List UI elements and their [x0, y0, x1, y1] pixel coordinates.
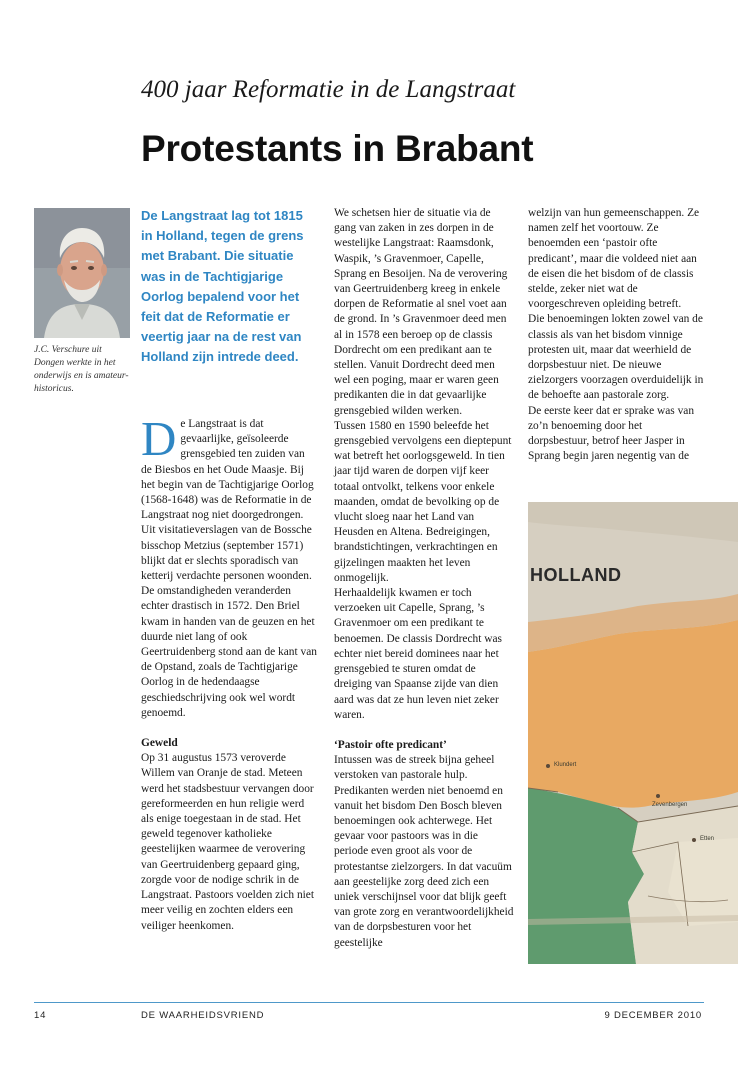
paragraph: Die benoemingen lokten zowel van de classis als van het bisdom vinnige protesten uit, maar dat weerhield de dorpsbestuur niet. De nieuwe zielzorgers voorzagen overduidelijk in de behoefte aan pastorale zorg. — [528, 313, 704, 402]
section-heading: Geweld — [141, 737, 178, 750]
text-column-3 — [528, 206, 706, 464]
historical-map — [528, 502, 738, 964]
paragraph: Intussen was de streek bijna geheel verstoken van pastorale hulp. Predikanten werden niet benoemd en vanuit het bisdom Den Bosch bleven benoemingen ook achterwege. Het gevaar voor pastoors was in die periode even groot als voor de protestantse zielzorgers. In dat vacuüm aan geestelijke zorg deed zich een uniek verschijnsel voor dat blijk geeft van grote zorg en verantwoordelijkheid van de dorpsbesturen voor het geestelijke — [334, 754, 514, 949]
publication-date: 9 DECEMBER 2010 — [604, 1010, 702, 1021]
map-town-label: Klundert — [554, 762, 577, 768]
footer-divider — [34, 1002, 704, 1003]
page-number: 14 — [34, 1010, 47, 1021]
author-photo — [34, 208, 130, 338]
text-column-2 — [334, 206, 514, 951]
drop-cap: D — [141, 411, 177, 466]
author-portrait-illustration — [34, 208, 130, 338]
article-lead: De Langstraat lag tot 1815 in Holland, tegen de grens met Brabant. Die situatie was in de Tachtigjarige Oorlog bepalend voor het feit dat de Reformatie er veertig jaar na de rest van Holland zijn intrede deed. — [141, 208, 304, 365]
paragraph: De eerste keer dat er sprake was van zo’n benoeming door het dorpsbestuur, betrof heer Jasper in Sprang begin jaren negentig van de — [528, 404, 695, 463]
paragraph: Uit visitatieverslagen van de Bossche bisschop Metzius (september 1571) blijkt dat er slechts sporadisch van ketterij verdachte personen woonden. — [141, 524, 312, 583]
article-kicker: 400 jaar Reformatie in de Langstraat — [141, 76, 516, 103]
publication-name: DE WAARHEIDSVRIEND — [141, 1010, 265, 1021]
paragraph: Op 31 augustus 1573 veroverde Willem van Oranje de stad. Meteen werd het stadsbestuur vervangen door gereformeerden en hun religie werd als enige toegestaan in de stad. Het geweld tegenover katholieke geestelijken waarmee de verovering van Geertruidenberg gepaard ging, zorgde voor de nodige schrik in de Langstraat. Pastoors voelden zich niet meer veilig en zochten elders een veiliger heenkomen. — [141, 752, 315, 932]
map-town-label: Zevenbergen — [652, 802, 688, 808]
section-heading: ‘Pastoir ofte predicant’ — [334, 738, 447, 751]
map-town-label: Etten — [700, 836, 715, 842]
paragraph: Herhaaldelijk kwamen er toch verzoeken uit Capelle, Sprang, ’s Gravenmoer om een predikant te benoemen. De classis Dordrecht was echter niet bereid dominees naar het grensgebied te sturen omdat de dreiging van Spaanse zijde van dien aard was dat ze hun leven niet zeker waren. — [334, 587, 502, 721]
article-title: Protestants in Brabant — [141, 128, 534, 169]
paragraph: De Langstraat is dat gevaarlijke, geïsoleerde grensgebied ten zuiden van de Biesbos en het Oude Maasje. Bij het begin van de Tachtigjarige Oorlog (1568-1648) was de Reformatie in de Langstraat nog niet doorgedrongen. — [141, 411, 314, 522]
paragraph: De omstandigheden veranderden echter drastisch in 1572. Den Briel kwam in handen van de geuzen en het duurde niet lang of ook Geertruidenberg stond aan de kant van de Opstand, zoals de Tachtigjarige Oorlog in de hedendaagse geschiedschrijving ook wel wordt genoemd. — [141, 585, 317, 719]
paragraph: welzijn van hun gemeenschappen. Ze namen zelf het voortouw. Ze benoemden een ‘pastoir ofte predicant’, maar die voldeed niet aan de eisen die het bisdom of de classis stelde, zeker niet wat de voorgeschreven opleiding betreft. — [528, 207, 700, 311]
author-caption: J.C. Verschure uit Dongen werkte in het onderwijs en is amateur-historicus. — [34, 345, 129, 394]
map-region-label: HOLLAND — [530, 565, 622, 585]
paragraph: We schetsen hier de situatie via de gang van zaken in zes dorpen in de westelijke Langstraat: Raamsdonk, Waspik, ’s Gravenmoer, Capelle, Sprang en Besoijen. Na de verovering van Geertruidenberg kreeg in enkele dorpen de Reformatie al snel voet aan de grond. In ’s Gravenmoer deed men al in 1578 een beroep op de classis Dordrecht om een predikant aan te stellen. Vanuit Dordrecht deed men wel een poging, maar er waren geen predikanten die in dat gevaarlijke grensgebied wilden werken. — [334, 207, 508, 417]
paragraph: Tussen 1580 en 1590 beleefde het grensgebied vervolgens een dieptepunt wat betreft het oorlogsgeweld. In tien jaar tijd waren de dorpen vijf keer totaal ontvolkt, telkens voor enkele maanden, omdat de bevolking op de vlucht sloeg naar het Land van Heusden en Altena. Bedreigingen, brandstichtingen, verkrachtingen en gijzelingen maakten het leven onmogelijk. — [334, 419, 512, 584]
text-column-1 — [141, 411, 317, 934]
